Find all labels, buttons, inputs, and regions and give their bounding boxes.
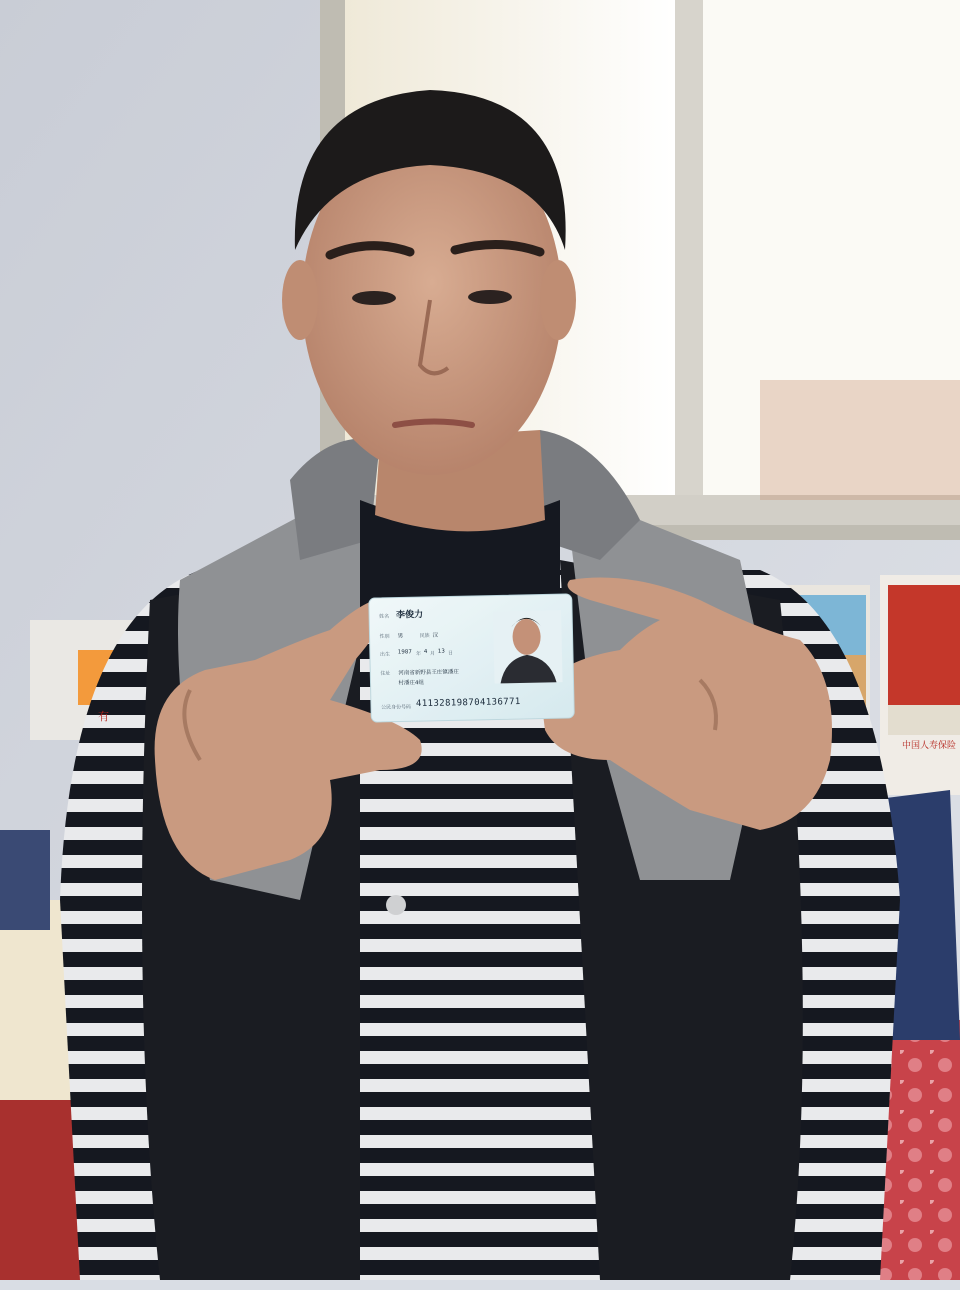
label-name: 姓名 — [379, 613, 390, 620]
address-line1: 河南省新野县王庄镇潘庄 — [398, 669, 459, 677]
birth-month: 4 — [423, 648, 428, 656]
sex-value: 男 — [397, 633, 404, 640]
id-number: 411328198704136771 — [415, 696, 521, 710]
label-id-number: 公民身份号码 — [380, 704, 412, 711]
label-ethnicity: 民族 — [419, 632, 430, 640]
ethnicity-value: 汉 — [432, 632, 439, 639]
holder-name: 李俊力 — [396, 610, 424, 621]
birth-month-unit: 月 — [429, 650, 436, 657]
address-line2: 村潘庄4组 — [398, 680, 425, 687]
poster-left-fragment: 有 — [98, 710, 109, 723]
label-address: 住址 — [380, 670, 391, 677]
poster-right-title: 中国人寿保险 — [902, 741, 957, 751]
birth-year-unit: 年 — [415, 651, 422, 658]
label-sex: 性别 — [379, 633, 390, 640]
label-birth: 出生 — [379, 651, 391, 658]
birth-year: 1987 — [397, 649, 412, 656]
birth-day: 13 — [437, 648, 445, 655]
birth-day-unit: 日 — [447, 650, 453, 657]
